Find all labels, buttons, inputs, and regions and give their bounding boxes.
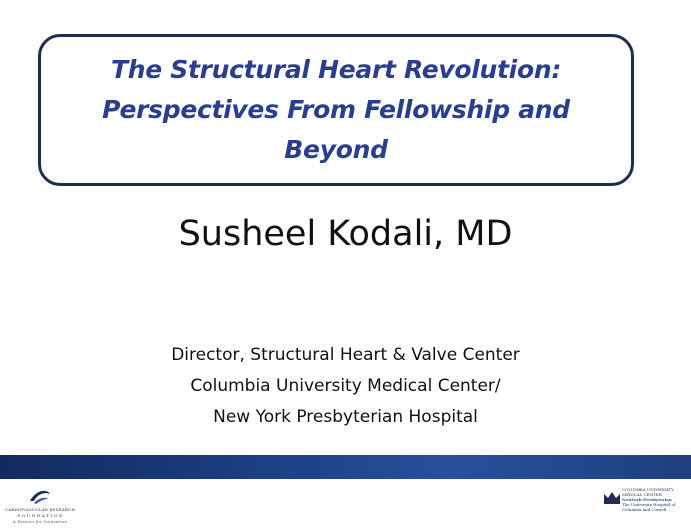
footer [0,455,691,532]
nyp-logo-line-1: NewYork-Presbyterian [622,497,672,502]
crf-swoosh-icon [0,485,80,507]
columbia-logo-line-1: COLUMBIA UNIVERSITY [622,487,674,492]
affiliation [0,340,691,433]
affiliation-line-2: Columbia University Medical Center/ [190,376,501,396]
footer-band [0,455,691,479]
nyp-logo-line-2: The University Hospital of Columbia and Cornell [622,502,676,512]
crf-logo [0,485,80,529]
columbia-logo [600,487,691,527]
crown-icon [602,489,622,505]
presenter-name: Susheel Kodali, MD [178,214,513,254]
crf-logo-line-2: F O U N D A T I O N [17,513,63,518]
crf-logo-line-1: CARDIOVASCULAR RESEARCH [4,507,76,512]
columbia-logo-line-2: MEDICAL CENTER [622,492,662,497]
title-box [38,34,634,186]
title-line-1: The Structural Heart Revolution: [110,55,562,84]
affiliation-line-1: Director, Structural Heart & Valve Center [171,345,520,365]
affiliation-line-3: New York Presbyterian Hospital [213,407,478,427]
title-line-2: Perspectives From Fellowship and [102,95,570,124]
title-line-3: Beyond [284,135,388,164]
crf-logo-tagline: A Passion for Innovation [12,519,68,524]
